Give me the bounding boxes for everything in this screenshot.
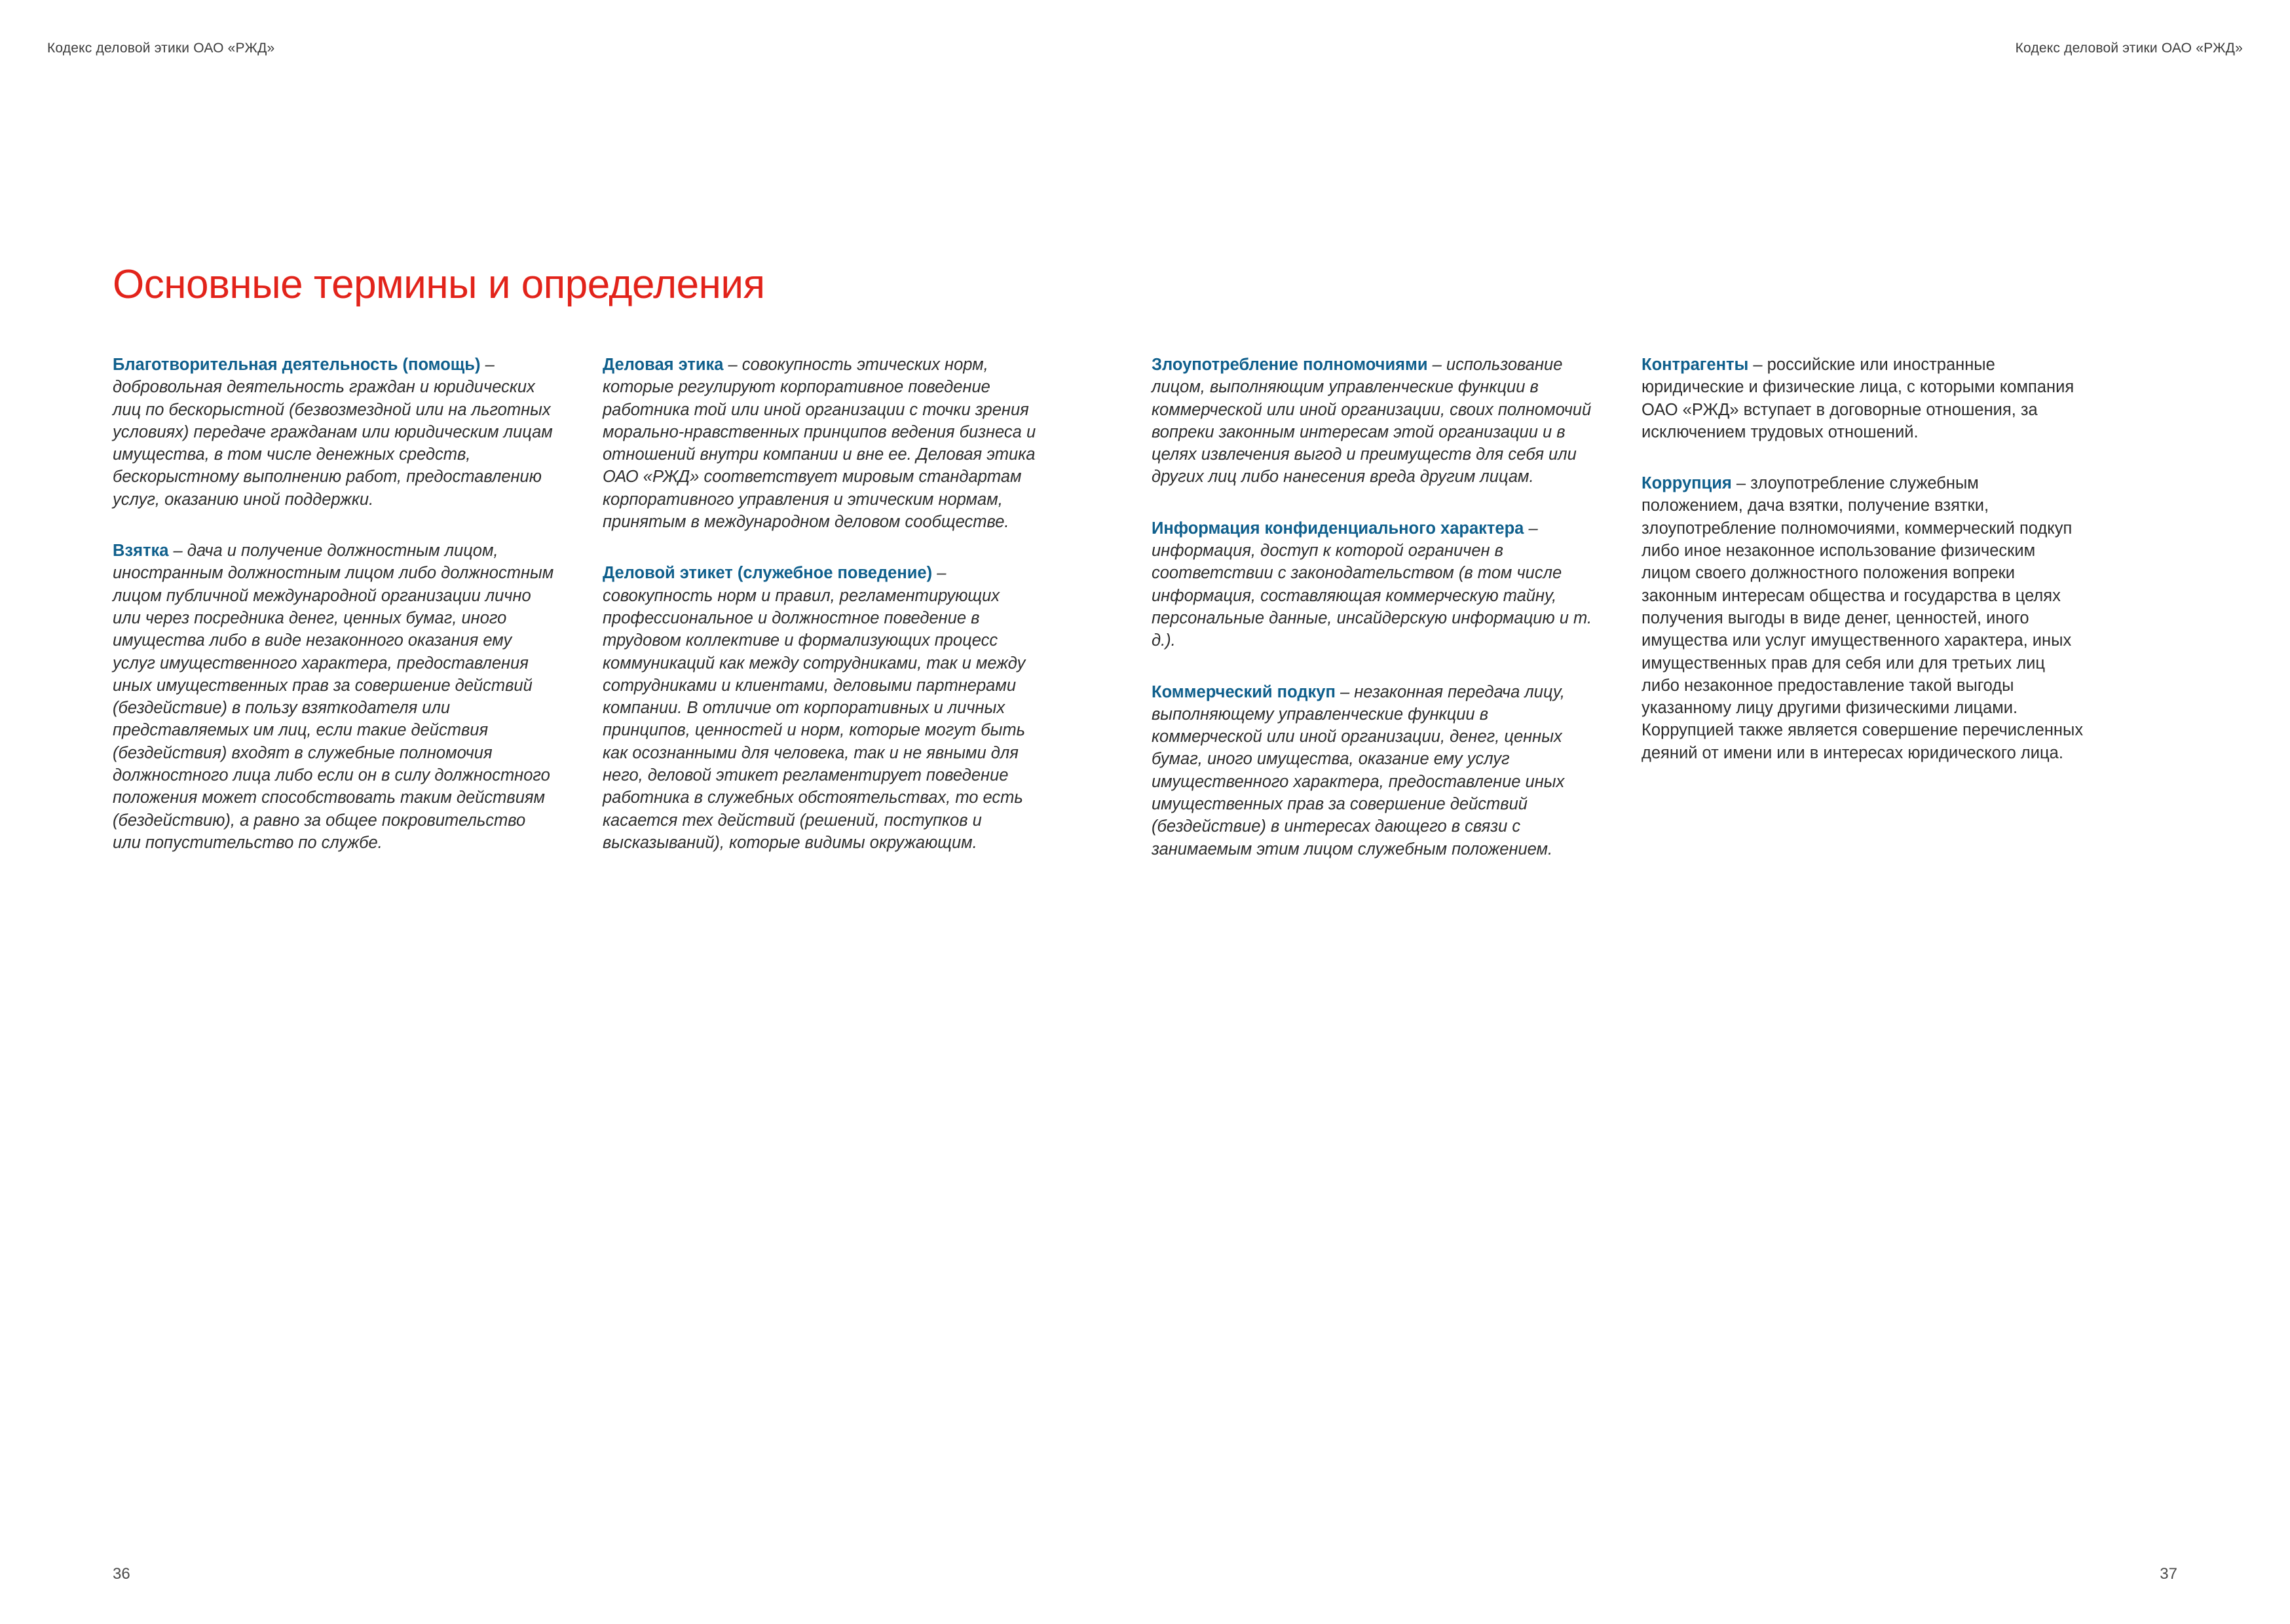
term-entry	[603, 562, 1045, 854]
term-name: Деловая этика	[603, 356, 724, 374]
terms-column-3	[1152, 354, 1594, 860]
term-name: Информация конфиденциального характера	[1152, 519, 1524, 538]
term-entry	[1152, 517, 1594, 652]
term-entry	[113, 540, 555, 854]
term-definition: – российские или иностранные юридические и физические лица, с которыми компания ОАО «РЖД» вступает в договорные отношения, за исключением трудовых отношений.	[1642, 356, 2074, 441]
term-name: Коррупция	[1642, 474, 1732, 493]
term-name: Взятка	[113, 542, 169, 561]
term-entry	[603, 354, 1045, 533]
term-entry	[1152, 681, 1594, 860]
terms-column-1	[113, 354, 555, 860]
term-definition: – злоупотребление служебным положением, дача взятки, получение взятки, злоупотребление полномочиями, коммерческий подкуп либо иное незаконное использование физическим лицом своего должностного положения вопреки законным интересам общества и государства в целях получения выгоды в виде денег, ценностей, иного имущества или услуг имущественного характера, иных имущественных прав для себя или для третьих лиц либо незаконное предоставление такой выгоды указанному лицу другими физическими лицами. Коррупцией также является совершение перечисленных деяний от имени или в интересах юридического лица.	[1642, 474, 2084, 762]
folio-left: 36	[113, 1565, 130, 1583]
term-name: Благотворительная деятельность (помощь)	[113, 356, 481, 374]
term-entry	[113, 354, 555, 511]
term-entry	[1642, 354, 2084, 443]
term-definition: – использование лицом, выполняющим управленческие функции в коммерческой или иной организации, своих полномочий вопреки законным интересам этой организации и в целях извлечения выгод и преимуществ для себя или других лиц либо нанесения вреда другим лицам.	[1152, 356, 1592, 487]
page-title: Основные термины и определения	[113, 261, 765, 307]
running-head-right: Кодекс деловой этики ОАО «РЖД»	[2015, 41, 2243, 56]
term-entry	[1152, 354, 1594, 489]
term-name: Контрагенты	[1642, 356, 1749, 374]
terms-column-2	[603, 354, 1045, 860]
term-definition: – дача и получение должностным лицом, иностранным должностным лицом либо должностным лицом публичной международной организации лично или через посредника денег, ценных бумаг, иного имущества либо в виде незаконного оказания ему услуг имущественного характера, предоставления иных имущественных прав за совершение действий (бездействие) в пользу взяткодателя или представляемых им лиц, если такие действия (бездействия) входят в служебные полномочия должностного лица либо если он в силу должностного положения может способствовать таким действиям (бездействию), а равно за общее покровительство или попустительство по службе.	[113, 542, 554, 852]
terms-columns	[113, 354, 2183, 860]
running-head-left: Кодекс деловой этики ОАО «РЖД»	[47, 41, 275, 56]
term-entry	[1642, 472, 2084, 764]
terms-column-4	[1642, 354, 2084, 860]
term-definition: – совокупность норм и правил, регламентирующих профессиональное и должностное поведение в трудовом коллективе и формализующих процесс коммуникаций как между сотрудниками, так и между сотрудниками и клиентами, деловыми партнерами компании. В отличие от корпоративных и личных принципов, ценностей и норм, которые могут быть как осознанными для человека, так и не явными для него, деловой этикет регламентирует поведение работника в служебных обстоятельствах, то есть касается тех действий (решений, поступков и высказываний), которые видимы окружающим.	[603, 564, 1026, 852]
term-definition: – информация, доступ к которой ограничен в соответствии с законодательством (в том числе информация, составляющая коммерческую тайну, персональные данные, инсайдерскую информацию и т. д.).	[1152, 519, 1592, 650]
folio-right: 37	[2160, 1565, 2177, 1583]
term-name: Злоупотребление полномочиями	[1152, 356, 1428, 374]
term-definition: – добровольная деятельность граждан и юридических лиц по бескорыстной (безвозмездной или на льготных условиях) передаче гражданам или юридическим лицам имущества, в том числе денежных средств, бескорыстному выполнению работ, предоставлению услуг, оказанию иной поддержки.	[113, 356, 553, 509]
term-definition: – совокупность этических норм, которые регулируют корпоративное поведение работника той или иной организации с точки зрения морально-нравственных принципов ведения бизнеса и отношений внутри компании и вне ее. Деловая этика ОАО «РЖД» соответствует мировым стандартам корпоративного управления и этическим нормам, принятым в международном деловом сообществе.	[603, 356, 1036, 532]
term-name: Деловой этикет (служебное поведение)	[603, 564, 933, 583]
term-name: Коммерческий подкуп	[1152, 682, 1336, 701]
term-definition: – незаконная передача лицу, выполняющему управленческие функции в коммерческой или иной организации, денег, ценных бумаг, иного имущества, оказание ему услуг имущественного характера, предоставление иных имущественных прав за совершение действий (бездействие) в интересах дающего в связи с занимаемым этим лицом служебным положением.	[1152, 682, 1565, 858]
